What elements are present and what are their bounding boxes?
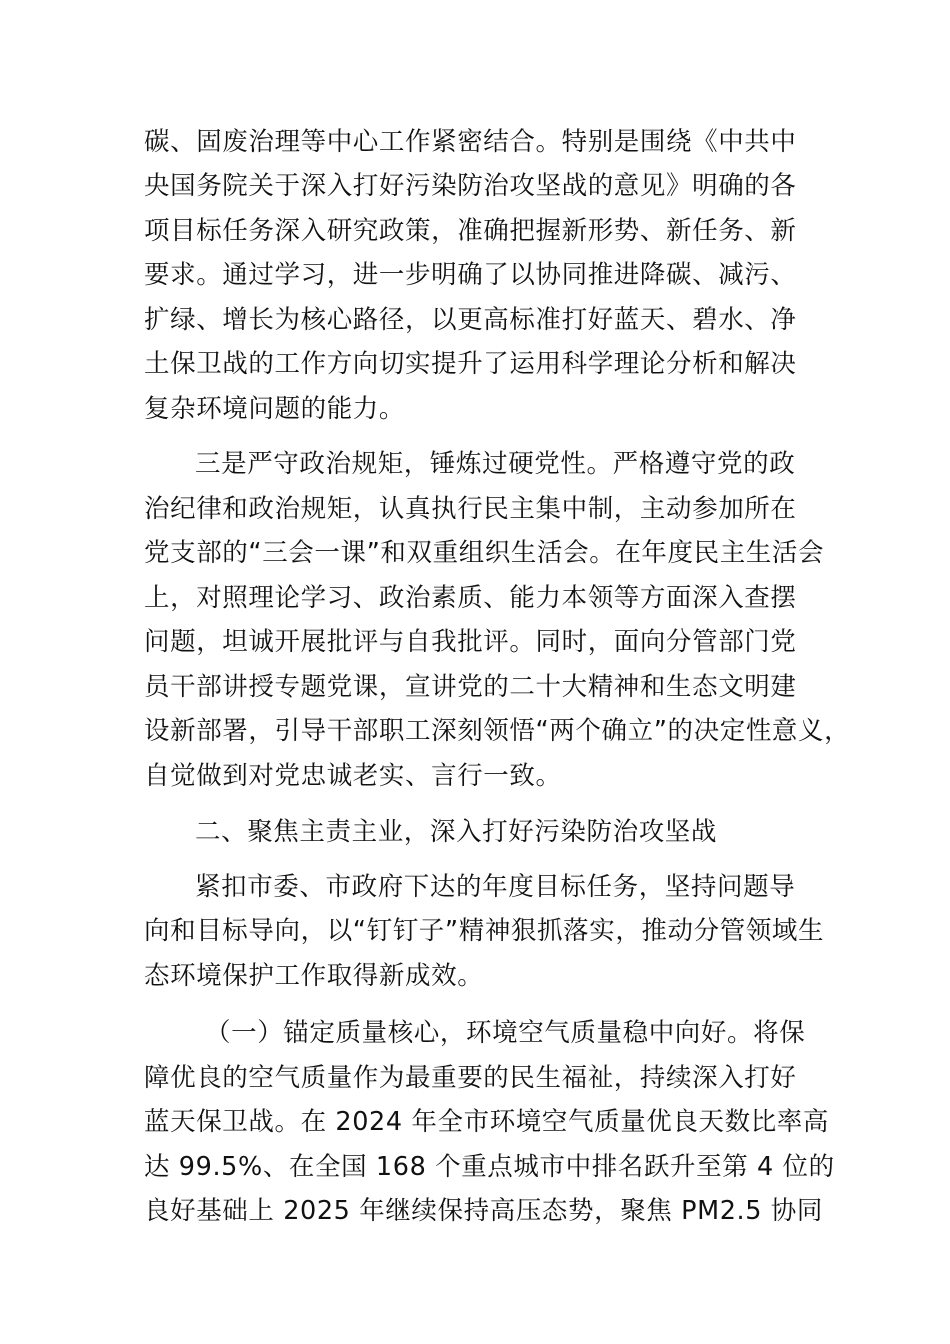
section-heading: 二、聚焦主责主业，深入打好污染防治攻坚战 — [195, 817, 718, 847]
text-line: 设新部署，引导干部职工深刻领悟“两个确立”的决定性意义， — [144, 716, 851, 746]
text-line: 碳、固废治理等中心工作紧密结合。特别是围绕《中共中 — [144, 127, 797, 157]
text-line: 项目标任务深入研究政策，准确把握新形势、新任务、新 — [144, 216, 797, 246]
text-line: 央国务院关于深入打好污染防治攻坚战的意见》明确的各 — [144, 171, 797, 201]
text-line: 复杂环境问题的能力。 — [144, 394, 406, 424]
subsection-heading-line: （一）锚定质量核心，环境空气质量稳中向好。将保 — [205, 1018, 806, 1048]
text-line: 上，对照理论学习、政治素质、能力本领等方面深入查摆 — [144, 583, 797, 613]
text-line: 问题，坦诚开展批评与自我批评。同时，面向分管部门党 — [144, 627, 797, 657]
text-line: 自觉做到对党忠诚老实、言行一致。 — [144, 761, 562, 791]
paragraph-heading-line: 三是严守政治规矩，锤炼过硬党性。严格遵守党的政 — [195, 449, 796, 479]
text-line: 紧扣市委、市政府下达的年度目标任务，坚持问题导 — [195, 872, 796, 902]
text-line: 治纪律和政治规矩，认真执行民主集中制，主动参加所在 — [144, 494, 797, 524]
text-line: 要求。通过学习，进一步明确了以协同推进降碳、减污、 — [144, 260, 797, 290]
text-line: 土保卫战的工作方向切实提升了运用科学理论分析和解决 — [144, 349, 797, 379]
text-line: 蓝天保卫战。在 2024 年全市环境空气质量优良天数比率高 — [144, 1107, 830, 1137]
text-line: 达 99.5%、在全国 168 个重点城市中排名跃升至第 4 位的 — [144, 1152, 835, 1182]
text-line: 党支部的“三会一课”和双重组织生活会。在年度民主生活会 — [144, 538, 825, 568]
text-line: 障优良的空气质量作为最重要的民生福祉，持续深入打好 — [144, 1063, 797, 1093]
text-line: 向和目标导向，以“钉钉子”精神狠抓落实，推动分管领域生 — [144, 916, 825, 946]
text-line: 态环境保护工作取得新成效。 — [144, 961, 484, 991]
text-line: 扩绿、增长为核心路径，以更高标准打好蓝天、碧水、净 — [144, 305, 797, 335]
text-line: 良好基础上 2025 年继续保持高压态势，聚焦 PM2.5 协同 — [144, 1196, 823, 1226]
text-line: 员干部讲授专题党课，宣讲党的二十大精神和生态文明建 — [144, 672, 797, 702]
